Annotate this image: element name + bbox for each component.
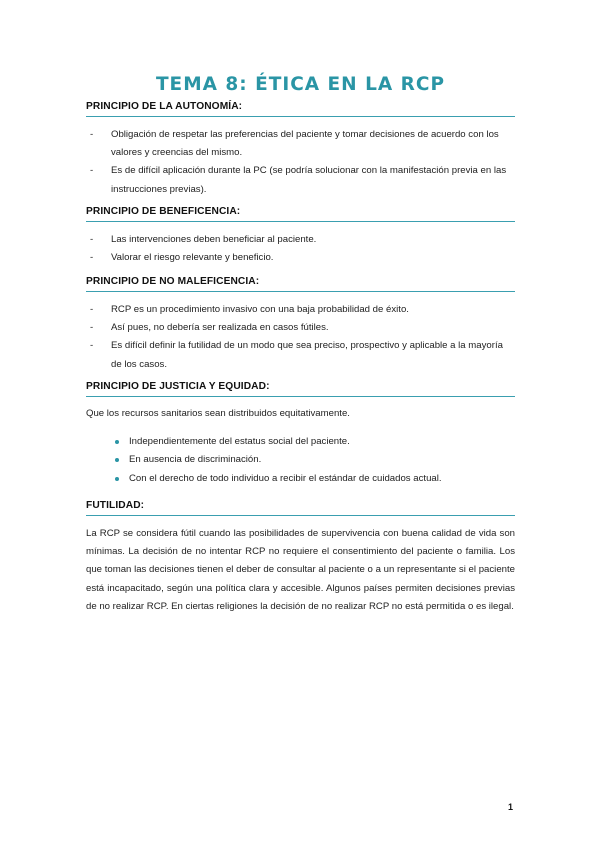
list-item: En ausencia de discriminación. [86, 451, 515, 469]
section-heading: FUTILIDAD: [86, 500, 515, 516]
list-item: - RCP es un procedimiento invasivo con una baja probabilidad de éxito. [90, 304, 409, 315]
list-item: - Así pues, no debería ser realizada en casos fútiles. [90, 322, 329, 334]
futilidad-paragraph: La RCP se considera fútil cuando las posibilidades de supervivencia con buena calidad de vida son mínimas. La decisión de no intentar RCP no requiere el consentimiento del paciente o familia. Los que toman las decisiones tienen el deber de consultar al paciente o a un representante si el paciente está incapacitado, según una política clara y accesible. Algunos países permiten decisiones previas de no realizar RCP. En ciertas religiones la decisión de no realizar RCP no está permitida o es ilegal. [86, 528, 515, 612]
bullet-dot-icon [115, 458, 119, 462]
section-justicia [86, 381, 515, 488]
no-maleficencia-list [86, 301, 515, 374]
section-no-maleficencia [86, 276, 515, 374]
page-number: 1 [508, 802, 514, 812]
list-item: - Las intervenciones deben beneficiar al paciente. [90, 234, 317, 245]
list-item: Independientemente del estatus social del paciente. [86, 433, 515, 451]
section-heading: PRINCIPIO DE NO MALEFICENCIA: [86, 276, 515, 292]
beneficencia-list [86, 231, 515, 267]
bullet-dot-icon [115, 477, 119, 481]
justicia-intro: Que los recursos sanitarios sean distribuidos equitativamente. [86, 408, 350, 419]
section-heading: PRINCIPIO DE JUSTICIA Y EQUIDAD: [86, 381, 515, 397]
document-title: TEMA 8: ÉTICA EN LA RCP [155, 74, 446, 95]
autonomia-list [86, 126, 515, 199]
list-item: - Es de difícil aplicación durante la PC (se podría solucionar con la manifestación previa en las instrucciones previas). [90, 165, 507, 195]
list-item: - Valorar el riesgo relevante y beneficio. [90, 252, 274, 264]
justicia-list [86, 433, 515, 488]
section-autonomia [86, 101, 515, 199]
section-heading: PRINCIPIO DE BENEFICENCIA: [86, 206, 515, 222]
list-item: - Obligación de respetar las preferencias del paciente y tomar decisiones de acuerdo con los valores y creencias del mismo. [90, 129, 499, 159]
list-item: Con el derecho de todo individuo a recibir el estándar de cuidados actual. [86, 470, 515, 488]
list-item: - Es difícil definir la futilidad de un modo que sea preciso, prospectivo y aplicable a la mayoría de los casos. [90, 340, 503, 370]
bullet-dot-icon [115, 440, 119, 444]
section-futilidad [86, 500, 515, 616]
section-beneficencia [86, 206, 515, 267]
section-heading: PRINCIPIO DE LA AUTONOMÍA: [86, 101, 515, 117]
